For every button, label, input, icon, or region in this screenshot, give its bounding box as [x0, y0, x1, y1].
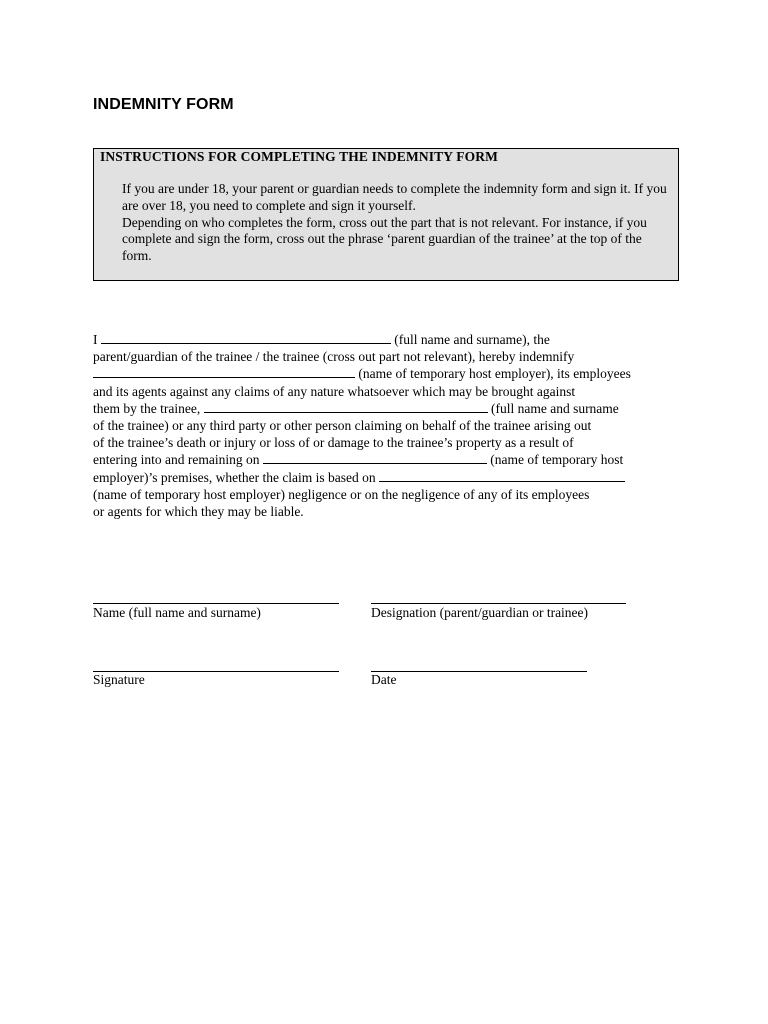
indemnity-text: (name of temporary host employer), its employees [355, 366, 631, 382]
host-employer-premises-blank[interactable] [263, 451, 487, 464]
instructions-paragraph-age: If you are under 18, your parent or guardian needs to complete the indemnity form and sign it. If you are over 18, you need to complete and sign it yourself. [122, 181, 667, 213]
full-name-blank[interactable] [101, 331, 391, 344]
indemnity-line: of the trainee) or any third party or other person claiming on behalf of the trainee arising out [93, 418, 592, 434]
designation-signature-line[interactable] [371, 603, 626, 604]
form-title: INDEMNITY FORM [93, 96, 234, 113]
indemnity-text: (full name and surname [487, 400, 619, 416]
date-label: Date [371, 672, 397, 687]
claim-basis-blank[interactable] [379, 469, 625, 482]
instructions-heading: INSTRUCTIONS FOR COMPLETING THE INDEMNITY FORM [100, 149, 499, 164]
indemnity-line: parent/guardian of the trainee / the trainee (cross out part not relevant), hereby indemnify [93, 349, 575, 365]
indemnity-line: (name of temporary host employer) negligence or on the negligence of any of its employees [93, 486, 590, 502]
trainee-name-blank[interactable] [204, 400, 488, 413]
indemnity-line [93, 469, 683, 486]
name-signature-line[interactable] [93, 603, 339, 604]
name-label: Name (full name and surname) [93, 605, 261, 620]
indemnity-line [93, 451, 683, 468]
indemnity-line: and its agents against any claims of any nature whatsoever which may be brought against [93, 383, 576, 399]
instructions-body [122, 181, 670, 265]
indemnity-text: (name of temporary host [486, 452, 624, 468]
indemnity-text: them by the trainee, [93, 400, 204, 416]
indemnity-text: (full name and surname), the [390, 332, 550, 347]
indemnity-text: I [93, 332, 101, 347]
signature-label: Signature [93, 672, 145, 687]
indemnity-text: employer)’s premises, whether the claim is based on [93, 469, 380, 485]
indemnity-line [93, 331, 683, 348]
instructions-paragraph-cross-out: Depending on who completes the form, cross out the part that is not relevant. For instance, if you complete and sign the form, cross out the phrase ‘parent guardian of the trainee’ at the top of the form. [122, 214, 647, 264]
indemnity-line: of the trainee’s death or injury or loss of or damage to the trainee’s property as a result of [93, 435, 574, 451]
date-line[interactable] [371, 671, 587, 672]
host-employer-blank[interactable] [93, 365, 355, 378]
designation-label: Designation (parent/guardian or trainee) [371, 605, 589, 620]
indemnity-line [93, 365, 683, 382]
indemnity-statement [93, 331, 683, 520]
instructions-box [93, 148, 679, 281]
indemnity-text: entering into and remaining on [93, 452, 263, 468]
indemnity-line: or agents for which they may be liable. [93, 504, 304, 520]
indemnity-line [93, 400, 683, 417]
